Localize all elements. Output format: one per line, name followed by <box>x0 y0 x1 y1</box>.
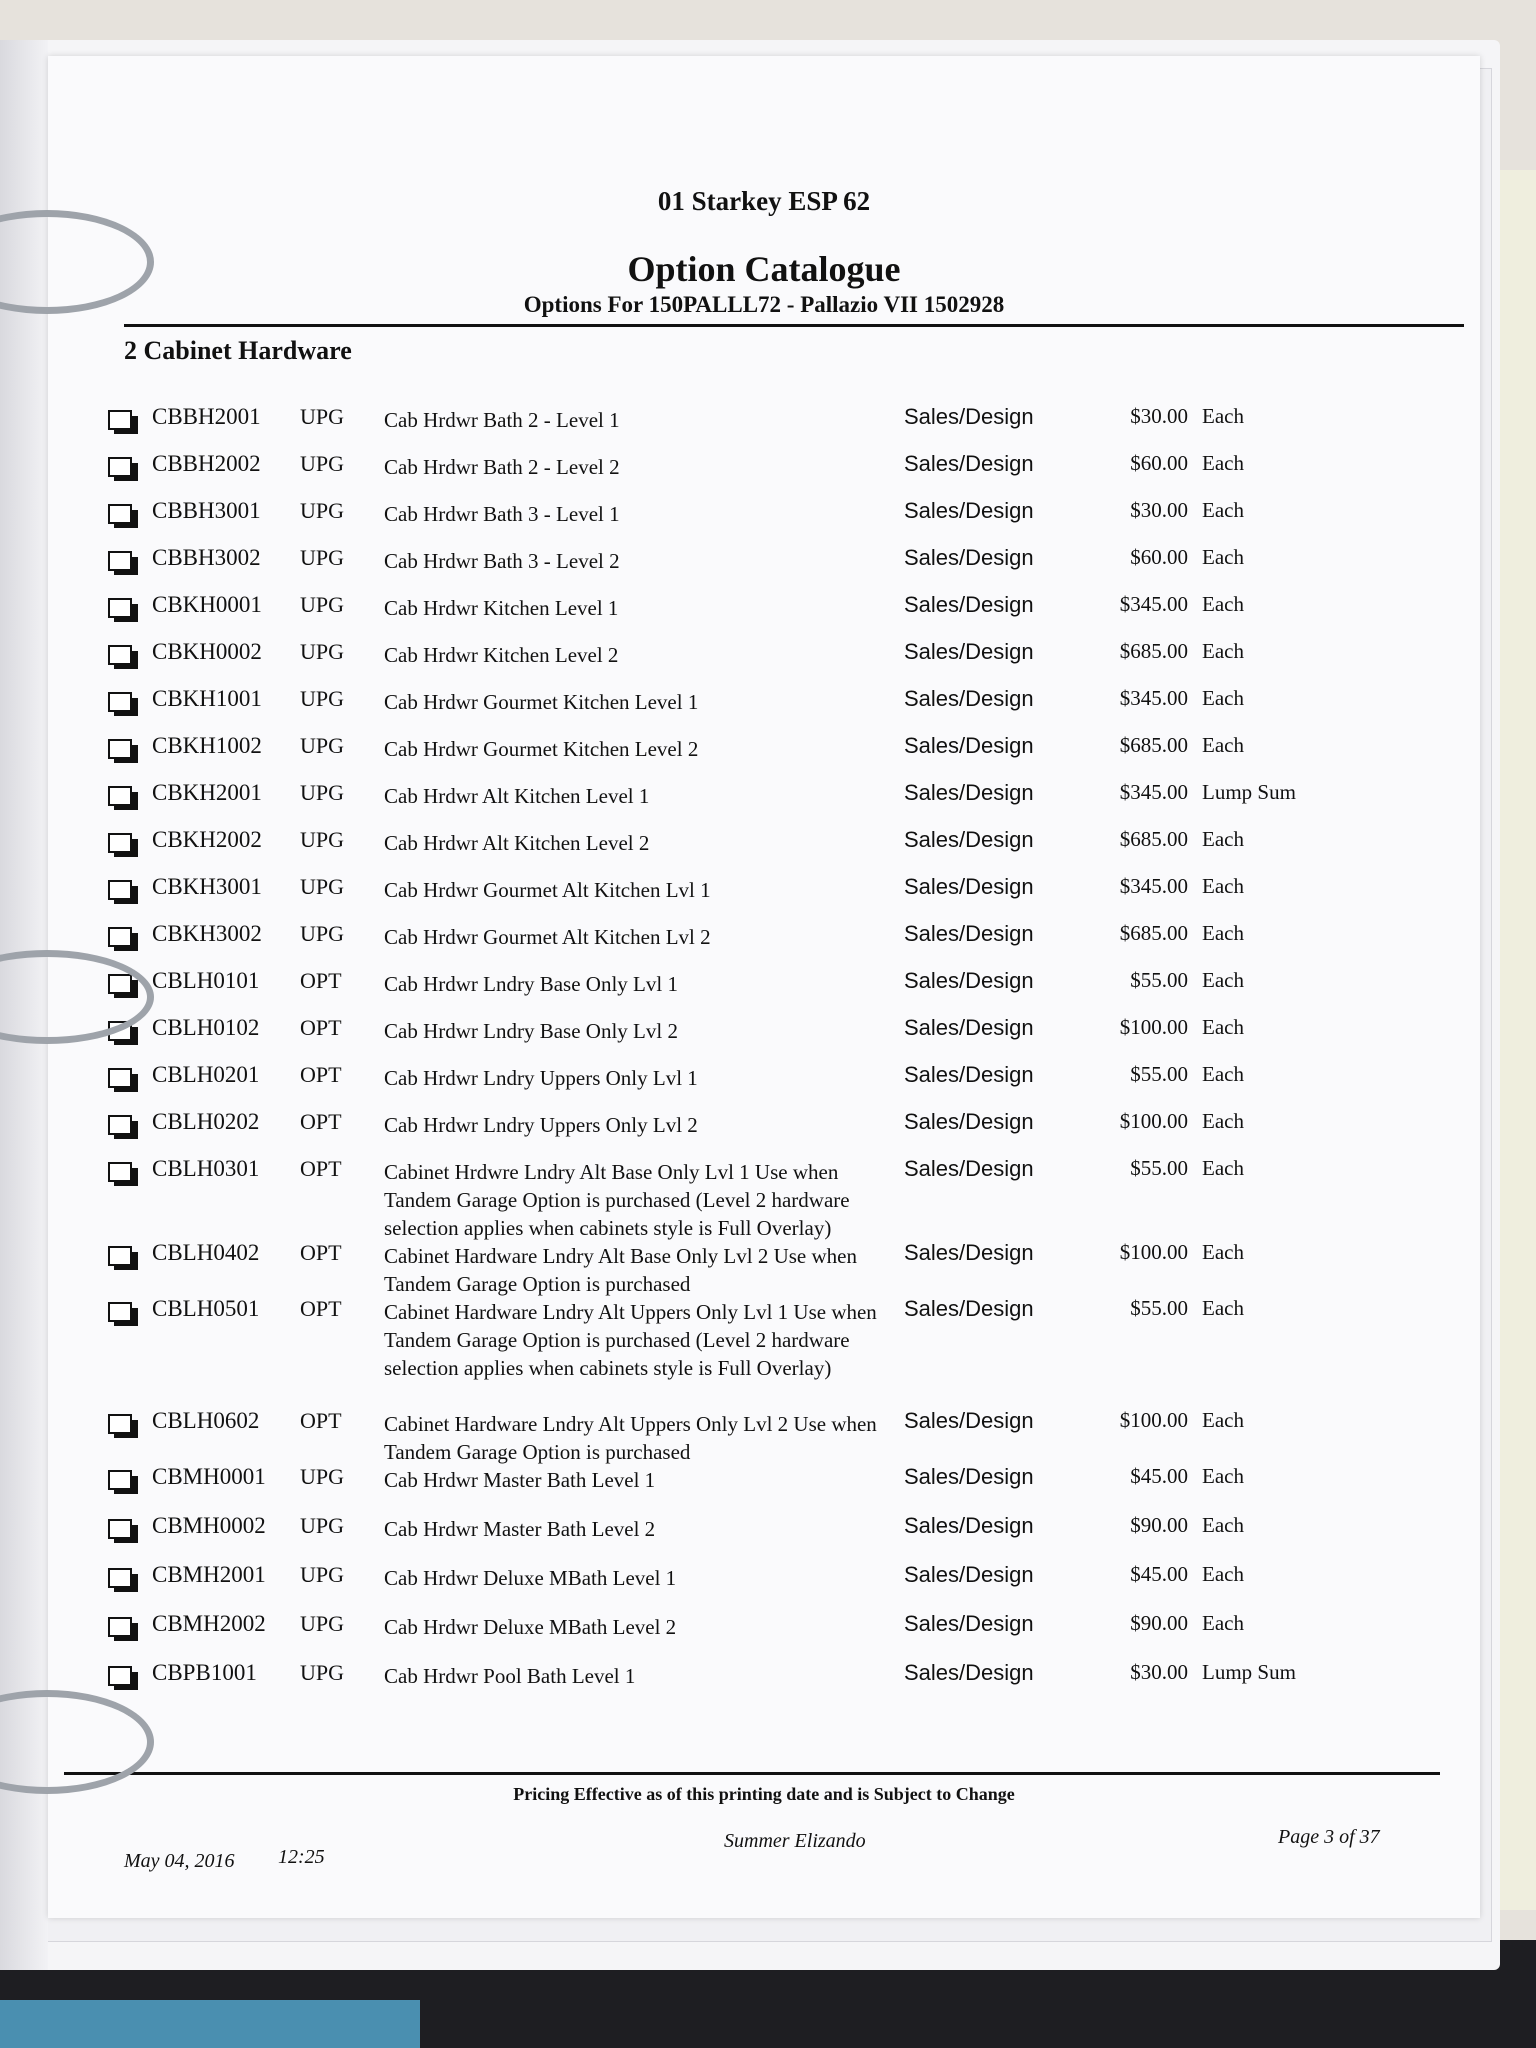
option-row <box>108 1156 1448 1240</box>
option-category: Sales/Design <box>904 404 1034 429</box>
option-type: UPG <box>300 827 345 852</box>
option-row <box>108 451 1448 491</box>
option-unit: Each <box>1202 1156 1244 1180</box>
option-code: CBKH0001 <box>152 592 262 617</box>
option-row <box>108 1611 1448 1651</box>
option-unit: Each <box>1202 921 1244 945</box>
option-checkbox[interactable] <box>108 1617 138 1641</box>
option-checkbox[interactable] <box>108 1666 138 1690</box>
option-price: $345.00 <box>1119 592 1188 616</box>
option-row <box>108 1513 1448 1553</box>
option-code: CBLH0301 <box>152 1156 260 1181</box>
option-category: Sales/Design <box>904 827 1034 852</box>
option-unit: Each <box>1202 874 1244 898</box>
option-row <box>108 1562 1448 1602</box>
option-type: UPG <box>300 1513 345 1538</box>
option-code: CBLH0101 <box>152 968 260 993</box>
option-price: $100.00 <box>1119 1109 1188 1133</box>
option-type: OPT <box>300 1156 342 1181</box>
print-time: 12:25 <box>278 1846 325 1868</box>
option-type: OPT <box>300 1296 342 1321</box>
option-code: CBKH3002 <box>152 921 262 946</box>
option-price: $685.00 <box>1119 827 1188 851</box>
option-category: Sales/Design <box>904 921 1034 946</box>
option-price: $685.00 <box>1119 921 1188 945</box>
option-description: Cab Hrdwr Gourmet Kitchen Level 2 <box>384 737 699 761</box>
option-category: Sales/Design <box>904 1296 1034 1321</box>
option-checkbox[interactable] <box>108 504 138 528</box>
option-row <box>108 1015 1448 1055</box>
option-checkbox[interactable] <box>108 1568 138 1592</box>
header-rule <box>124 324 1464 327</box>
option-code: CBMH2001 <box>152 1562 266 1587</box>
page-number: Page 3 of 37 <box>1278 1826 1380 1848</box>
option-code: CBMH0002 <box>152 1513 266 1538</box>
option-checkbox[interactable] <box>108 1519 138 1543</box>
option-unit: Each <box>1202 733 1244 757</box>
option-description: Cab Hrdwr Master Bath Level 1 <box>384 1468 656 1492</box>
option-row <box>108 827 1448 867</box>
background-fabric <box>0 2000 420 2048</box>
option-type: UPG <box>300 874 345 899</box>
option-description: Cab Hrdwr Alt Kitchen Level 2 <box>384 831 650 855</box>
option-type: UPG <box>300 451 345 476</box>
option-description: Cab Hrdwr Lndry Base Only Lvl 2 <box>384 1019 678 1043</box>
option-category: Sales/Design <box>904 1015 1034 1040</box>
option-checkbox[interactable] <box>108 1246 138 1270</box>
option-price: $60.00 <box>1130 545 1188 569</box>
option-type: UPG <box>300 404 345 429</box>
option-unit: Each <box>1202 1611 1244 1635</box>
author-name: Summer Elizando <box>724 1830 866 1852</box>
option-category: Sales/Design <box>904 639 1034 664</box>
option-code: CBPB1001 <box>152 1660 257 1685</box>
company-name: 01 Starkey ESP 62 <box>657 186 871 216</box>
option-price: $100.00 <box>1119 1015 1188 1039</box>
option-description: Cab Hrdwr Bath 3 - Level 1 <box>384 502 620 526</box>
option-price: $345.00 <box>1119 686 1188 710</box>
option-category: Sales/Design <box>904 451 1034 476</box>
option-type: UPG <box>300 1611 345 1636</box>
option-row <box>108 1062 1448 1102</box>
option-code: CBKH1002 <box>152 733 262 758</box>
option-checkbox[interactable] <box>108 880 138 904</box>
option-type: OPT <box>300 1062 342 1087</box>
option-price: $30.00 <box>1130 1660 1188 1684</box>
option-row <box>108 404 1448 444</box>
option-category: Sales/Design <box>904 780 1034 805</box>
option-price: $30.00 <box>1130 404 1188 428</box>
option-description: Cab Hrdwr Deluxe MBath Level 2 <box>384 1615 677 1639</box>
page-subtitle: Options For 150PALLL72 - Pallazio VII 1502928 <box>523 292 1005 317</box>
option-checkbox[interactable] <box>108 410 138 434</box>
option-row <box>108 1240 1448 1296</box>
option-type: UPG <box>300 780 345 805</box>
option-price: $45.00 <box>1130 1562 1188 1586</box>
option-checkbox[interactable] <box>108 739 138 763</box>
option-description: Cabinet Hardware Lndry Alt Uppers Only Lvl 1 Use when Tandem Garage Option is purchased (Level 2 hardware selection applies when cabinets style is Full Overlay) <box>384 1300 877 1380</box>
option-code: CBMH2002 <box>152 1611 266 1636</box>
option-code: CBLH0202 <box>152 1109 260 1134</box>
pricing-notice: Pricing Effective as of this printing date and is Subject to Change <box>513 1784 1015 1804</box>
option-checkbox[interactable] <box>108 692 138 716</box>
option-unit: Each <box>1202 1513 1244 1537</box>
option-unit: Each <box>1202 1296 1244 1320</box>
option-category: Sales/Design <box>904 1156 1034 1181</box>
option-code: CBBH3002 <box>152 545 261 570</box>
option-description: Cab Hrdwr Gourmet Kitchen Level 1 <box>384 690 699 714</box>
option-category: Sales/Design <box>904 1660 1034 1685</box>
option-checkbox[interactable] <box>108 1470 138 1494</box>
option-checkbox[interactable] <box>108 786 138 810</box>
option-unit: Each <box>1202 1562 1244 1586</box>
option-checkbox[interactable] <box>108 927 138 951</box>
option-type: UPG <box>300 921 345 946</box>
option-unit: Each <box>1202 498 1244 522</box>
option-description: Cab Hrdwr Lndry Uppers Only Lvl 2 <box>384 1113 698 1137</box>
option-row <box>108 1109 1448 1149</box>
option-price: $55.00 <box>1130 1062 1188 1086</box>
option-type: OPT <box>300 1408 342 1433</box>
option-checkbox[interactable] <box>108 598 138 622</box>
option-checkbox[interactable] <box>108 645 138 669</box>
option-type: UPG <box>300 1464 345 1489</box>
option-unit: Each <box>1202 1109 1244 1133</box>
option-category: Sales/Design <box>904 592 1034 617</box>
option-row <box>108 545 1448 585</box>
option-checkbox[interactable] <box>108 1302 138 1326</box>
option-type: UPG <box>300 1562 345 1587</box>
option-price: $90.00 <box>1130 1513 1188 1537</box>
option-category: Sales/Design <box>904 1513 1034 1538</box>
option-price: $45.00 <box>1130 1464 1188 1488</box>
option-row <box>108 968 1448 1008</box>
option-category: Sales/Design <box>904 498 1034 523</box>
option-code: CBKH3001 <box>152 874 262 899</box>
option-description: Cab Hrdwr Gourmet Alt Kitchen Lvl 2 <box>384 925 711 949</box>
option-checkbox[interactable] <box>108 457 138 481</box>
option-category: Sales/Design <box>904 1062 1034 1087</box>
option-code: CBMH0001 <box>152 1464 266 1489</box>
page-title: Option Catalogue <box>627 249 901 289</box>
option-row <box>108 592 1448 632</box>
option-row <box>108 733 1448 773</box>
option-description: Cab Hrdwr Kitchen Level 1 <box>384 596 619 620</box>
option-row <box>108 1296 1448 1380</box>
option-category: Sales/Design <box>904 1562 1034 1587</box>
option-unit: Each <box>1202 1408 1244 1432</box>
option-row <box>108 874 1448 914</box>
option-checkbox[interactable] <box>108 551 138 575</box>
option-description: Cabinet Hardware Lndry Alt Uppers Only Lvl 2 Use when Tandem Garage Option is purchased <box>384 1412 877 1464</box>
option-description: Cab Hrdwr Bath 2 - Level 2 <box>384 455 620 479</box>
option-row <box>108 686 1448 726</box>
option-checkbox[interactable] <box>108 1068 138 1092</box>
option-category: Sales/Design <box>904 1464 1034 1489</box>
option-code: CBKH2001 <box>152 780 262 805</box>
option-category: Sales/Design <box>904 1611 1034 1636</box>
option-row <box>108 639 1448 679</box>
option-type: UPG <box>300 733 345 758</box>
option-type: OPT <box>300 968 342 993</box>
footer-rule <box>64 1772 1440 1775</box>
option-type: OPT <box>300 1240 342 1265</box>
option-code: CBLH0602 <box>152 1408 260 1433</box>
option-code: CBKH2002 <box>152 827 262 852</box>
option-description: Cabinet Hrdwre Lndry Alt Base Only Lvl 1 Use when Tandem Garage Option is purchased (Level 2 hardware selection applies when cabinets style is Full Overlay) <box>384 1160 850 1240</box>
option-code: CBKH1001 <box>152 686 262 711</box>
option-unit: Each <box>1202 1240 1244 1264</box>
option-unit: Each <box>1202 639 1244 663</box>
option-description: Cab Hrdwr Bath 3 - Level 2 <box>384 549 620 573</box>
option-description: Cab Hrdwr Pool Bath Level 1 <box>384 1664 636 1688</box>
section-title: 2 Cabinet Hardware <box>124 336 352 365</box>
option-type: OPT <box>300 1015 342 1040</box>
option-type: UPG <box>300 498 345 523</box>
option-description: Cab Hrdwr Gourmet Alt Kitchen Lvl 1 <box>384 878 711 902</box>
option-row <box>108 1408 1448 1464</box>
option-category: Sales/Design <box>904 1109 1034 1134</box>
option-code: CBKH0002 <box>152 639 262 664</box>
option-unit: Lump Sum <box>1202 780 1296 804</box>
option-description: Cab Hrdwr Kitchen Level 2 <box>384 643 619 667</box>
option-price: $90.00 <box>1130 1611 1188 1635</box>
print-date: May 04, 2016 <box>124 1850 235 1872</box>
option-category: Sales/Design <box>904 1408 1034 1433</box>
option-type: UPG <box>300 639 345 664</box>
option-category: Sales/Design <box>904 733 1034 758</box>
option-category: Sales/Design <box>904 968 1034 993</box>
option-unit: Lump Sum <box>1202 1660 1296 1684</box>
option-price: $30.00 <box>1130 498 1188 522</box>
option-type: UPG <box>300 686 345 711</box>
catalogue-page <box>48 56 1480 1918</box>
option-price: $685.00 <box>1119 733 1188 757</box>
option-price: $100.00 <box>1119 1408 1188 1432</box>
option-description: Cabinet Hardware Lndry Alt Base Only Lvl 2 Use when Tandem Garage Option is purchased <box>384 1244 857 1296</box>
option-description: Cab Hrdwr Deluxe MBath Level 1 <box>384 1566 677 1590</box>
option-row <box>108 921 1448 961</box>
option-category: Sales/Design <box>904 686 1034 711</box>
option-price: $55.00 <box>1130 1296 1188 1320</box>
option-description: Cab Hrdwr Lndry Base Only Lvl 1 <box>384 972 678 996</box>
option-unit: Each <box>1202 968 1244 992</box>
option-category: Sales/Design <box>904 874 1034 899</box>
option-unit: Each <box>1202 404 1244 428</box>
option-price: $55.00 <box>1130 968 1188 992</box>
option-code: CBLH0201 <box>152 1062 260 1087</box>
option-price: $345.00 <box>1119 874 1188 898</box>
option-unit: Each <box>1202 686 1244 710</box>
option-description: Cab Hrdwr Master Bath Level 2 <box>384 1517 656 1541</box>
option-code: CBLH0501 <box>152 1296 260 1321</box>
option-description: Cab Hrdwr Bath 2 - Level 1 <box>384 408 620 432</box>
option-unit: Each <box>1202 1464 1244 1488</box>
option-type: OPT <box>300 1109 342 1134</box>
option-price: $55.00 <box>1130 1156 1188 1180</box>
option-code: CBBH2001 <box>152 404 261 429</box>
option-price: $345.00 <box>1119 780 1188 804</box>
option-unit: Each <box>1202 545 1244 569</box>
option-unit: Each <box>1202 1062 1244 1086</box>
option-code: CBLH0402 <box>152 1240 260 1265</box>
option-description: Cab Hrdwr Lndry Uppers Only Lvl 1 <box>384 1066 698 1090</box>
option-type: UPG <box>300 592 345 617</box>
option-row <box>108 1660 1448 1700</box>
option-checkbox[interactable] <box>108 1115 138 1139</box>
option-row <box>108 780 1448 820</box>
option-price: $100.00 <box>1119 1240 1188 1264</box>
option-price: $60.00 <box>1130 451 1188 475</box>
option-category: Sales/Design <box>904 545 1034 570</box>
option-checkbox[interactable] <box>108 833 138 857</box>
option-checkbox[interactable] <box>108 1162 138 1186</box>
option-price: $685.00 <box>1119 639 1188 663</box>
option-code: CBLH0102 <box>152 1015 260 1040</box>
option-unit: Each <box>1202 827 1244 851</box>
option-type: UPG <box>300 545 345 570</box>
option-row <box>108 498 1448 538</box>
option-checkbox[interactable] <box>108 1414 138 1438</box>
option-row <box>108 1464 1448 1504</box>
option-unit: Each <box>1202 1015 1244 1039</box>
option-type: UPG <box>300 1660 345 1685</box>
option-unit: Each <box>1202 451 1244 475</box>
option-description: Cab Hrdwr Alt Kitchen Level 1 <box>384 784 650 808</box>
option-unit: Each <box>1202 592 1244 616</box>
option-code: CBBH3001 <box>152 498 261 523</box>
option-category: Sales/Design <box>904 1240 1034 1265</box>
option-code: CBBH2002 <box>152 451 261 476</box>
